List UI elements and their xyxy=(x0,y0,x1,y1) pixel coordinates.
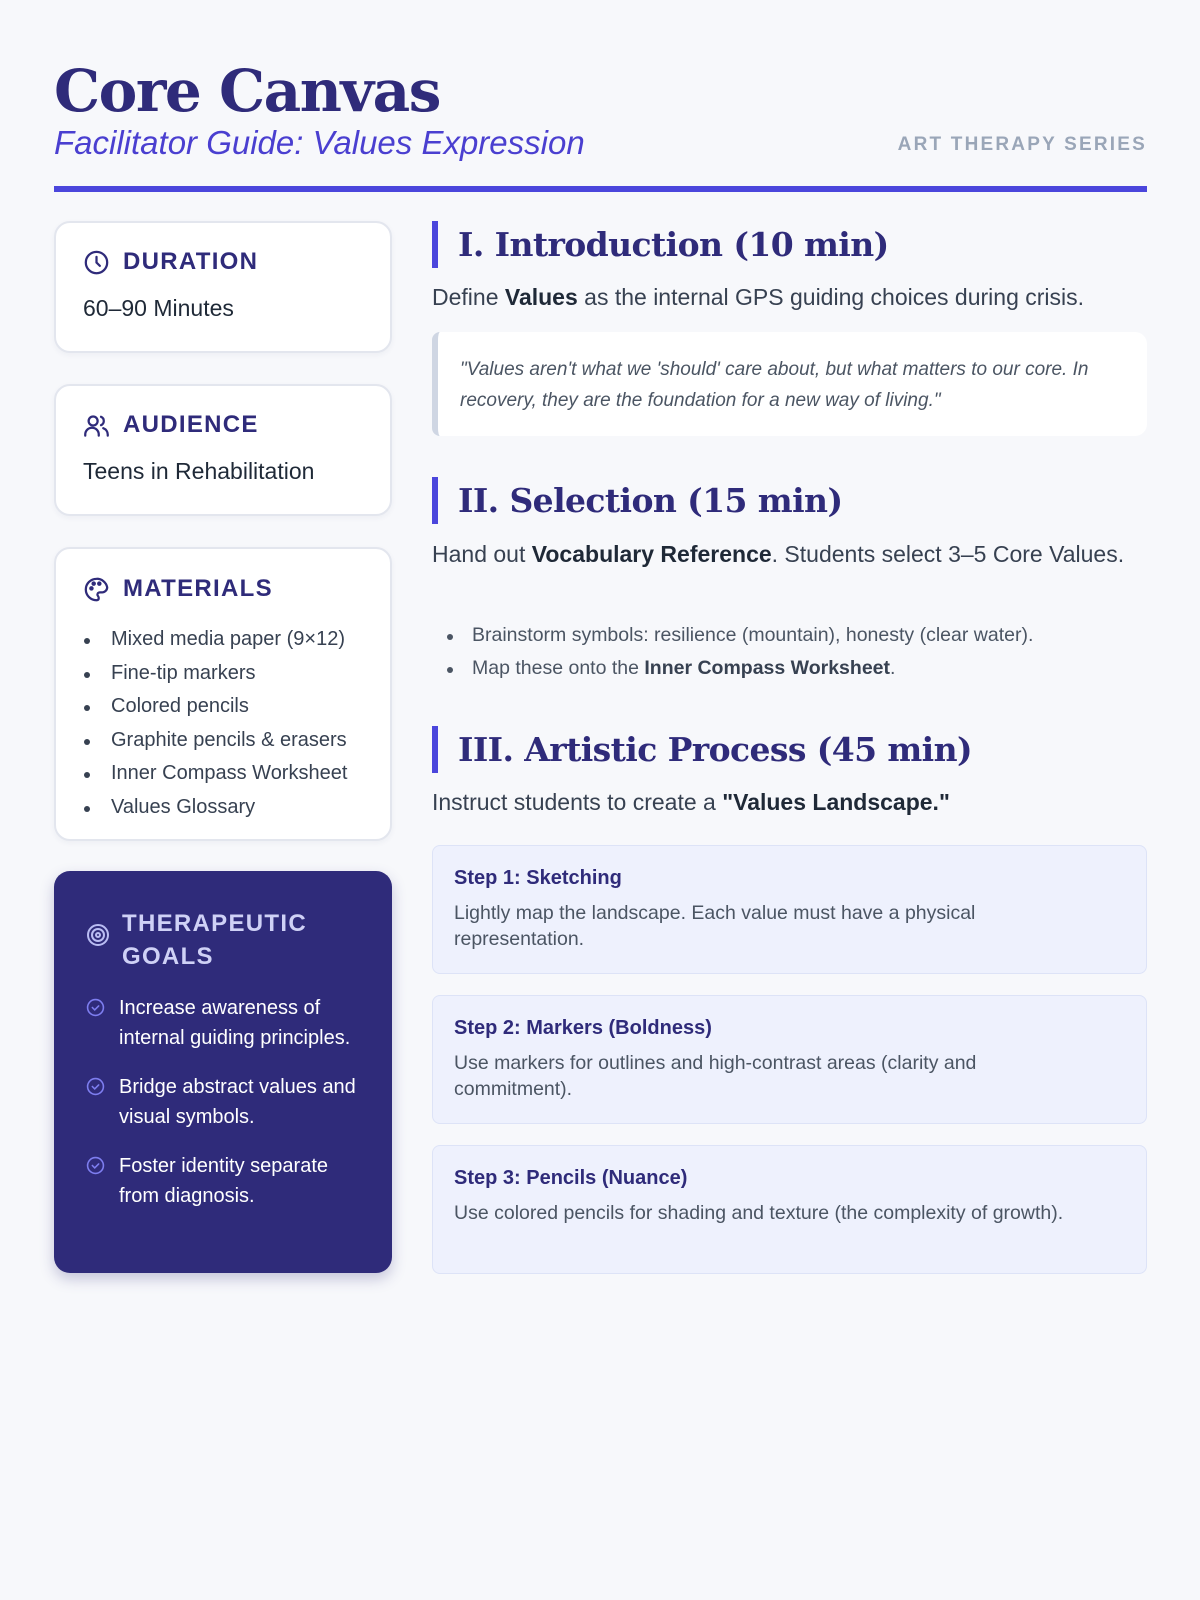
list-item: Fine-tip markers xyxy=(83,657,347,691)
users-icon xyxy=(83,412,110,439)
series-label: ART THERAPY SERIES xyxy=(897,134,1147,155)
header-divider xyxy=(54,186,1147,192)
section-title-artistic-process: III. Artistic Process (45 min) xyxy=(432,726,972,773)
palette-icon xyxy=(83,576,110,603)
section-title-selection: II. Selection (15 min) xyxy=(432,477,842,524)
materials-card xyxy=(54,547,392,841)
page-header xyxy=(54,0,1147,194)
list-item: Mixed media paper (9×12) xyxy=(83,623,347,657)
list-item xyxy=(86,1072,366,1132)
check-circle-icon xyxy=(86,1156,105,1175)
step-title: Step 2: Markers (Boldness) xyxy=(454,1017,712,1039)
guide-page xyxy=(54,0,1147,1224)
section-title-introduction: I. Introduction (10 min) xyxy=(432,221,889,268)
goals-label: THERAPEUTIC GOALS xyxy=(122,910,307,970)
page-subtitle: Facilitator Guide: Values Expression xyxy=(54,124,585,161)
values-quote: "Values aren't what we 'should' care about, but what matters to our core. In recovery, they are the foundation for a new way of living." xyxy=(432,332,1147,436)
process-text: Instruct students to create a "Values Landscape." xyxy=(432,789,950,815)
list-item: Values Glossary xyxy=(83,791,347,825)
duration-label: DURATION xyxy=(123,248,259,275)
introduction-text: Define Values as the internal GPS guiding choices during crisis. xyxy=(432,284,1085,310)
materials-label: MATERIALS xyxy=(123,575,273,602)
audience-heading xyxy=(83,411,259,439)
list-item xyxy=(86,1151,366,1211)
list-item: Map these onto the Inner Compass Worksheet. xyxy=(446,652,1033,685)
goal-text: Increase awareness of internal guiding principles. xyxy=(119,997,351,1049)
check-circle-icon xyxy=(86,998,105,1017)
audience-value: Teens in Rehabilitation xyxy=(83,458,315,484)
step-card-2 xyxy=(432,995,1147,1124)
page-title: Core Canvas xyxy=(54,57,440,125)
selection-bullets xyxy=(446,619,1033,685)
audience-label: AUDIENCE xyxy=(123,411,259,438)
duration-card xyxy=(54,221,392,353)
selection-text: Hand out Vocabulary Reference. Students select 3–5 Core Values. xyxy=(432,541,1125,567)
duration-value: 60–90 Minutes xyxy=(83,295,234,321)
list-item: Brainstorm symbols: resilience (mountain), honesty (clear water). xyxy=(446,619,1033,652)
duration-heading xyxy=(83,248,258,276)
list-item: Graphite pencils & erasers xyxy=(83,724,347,758)
step-description: Lightly map the landscape. Each value must have a physical representation. xyxy=(454,902,976,950)
step-card-1 xyxy=(432,845,1147,974)
goal-text: Bridge abstract values and visual symbols. xyxy=(119,1076,356,1128)
step-title: Step 3: Pencils (Nuance) xyxy=(454,1167,688,1189)
clock-icon xyxy=(83,249,110,276)
step-title: Step 1: Sketching xyxy=(454,867,622,889)
audience-card xyxy=(54,384,392,516)
materials-list xyxy=(83,623,347,824)
goals-card xyxy=(54,871,392,1273)
step-description: Use markers for outlines and high-contrast areas (clarity and commitment). xyxy=(454,1052,977,1100)
list-item: Colored pencils xyxy=(83,690,347,724)
goals-list xyxy=(86,993,366,1230)
check-circle-icon xyxy=(86,1077,105,1096)
target-icon xyxy=(86,923,110,947)
materials-heading xyxy=(83,575,273,603)
goals-heading xyxy=(86,907,322,973)
step-description: Use colored pencils for shading and texture (the complexity of growth). xyxy=(454,1202,1064,1224)
list-item: Inner Compass Worksheet xyxy=(83,757,347,791)
step-card-3 xyxy=(432,1145,1147,1274)
list-item xyxy=(86,993,366,1053)
goal-text: Foster identity separate from diagnosis. xyxy=(119,1155,328,1207)
